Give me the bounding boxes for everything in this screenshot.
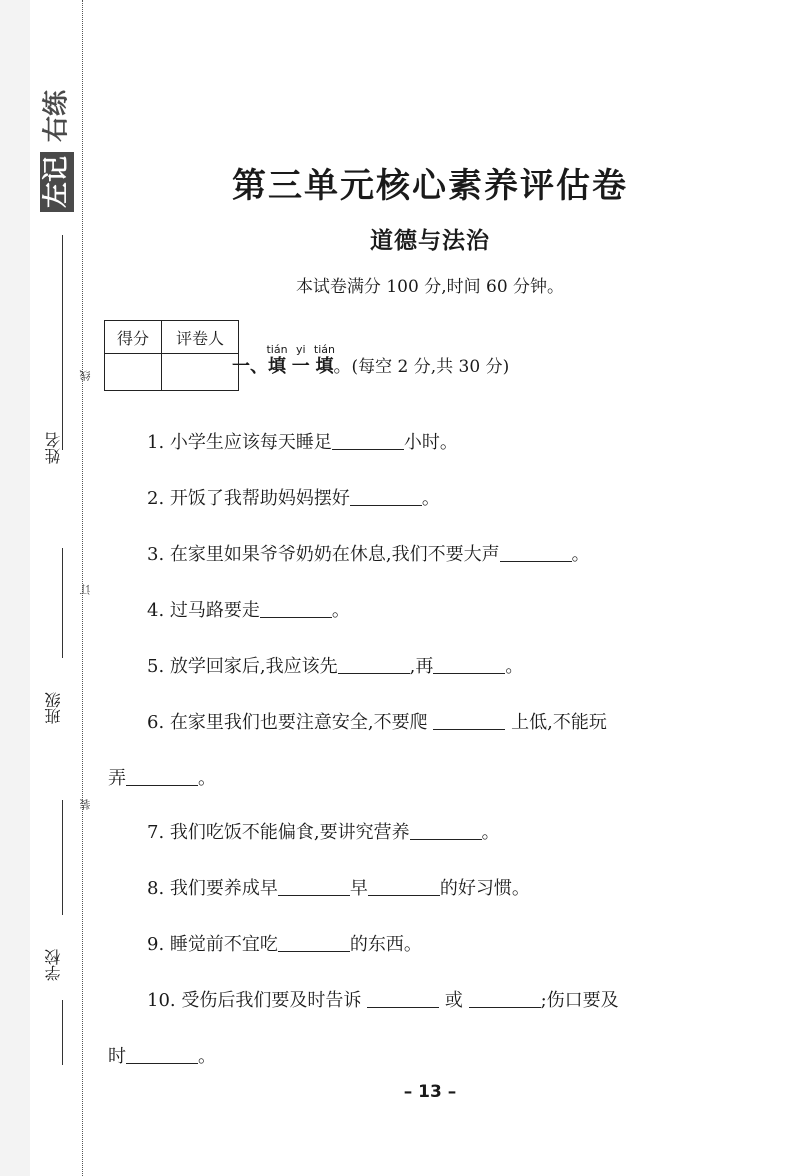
question-6-cont: 弄 。 — [108, 768, 216, 789]
question-7: 7. 我们吃饭不能偏食,要讲究营养 。 — [147, 822, 500, 843]
answer-blank[interactable] — [368, 877, 440, 896]
answer-blank[interactable] — [278, 877, 350, 896]
cut-mark-pack: 装 — [79, 799, 92, 811]
section-heading — [232, 344, 509, 378]
answer-blank[interactable] — [332, 431, 404, 450]
page-title: 第三单元核心素养评估卷 — [232, 166, 628, 206]
exam-info: 本试卷满分 100 分,时间 60 分钟。 — [295, 277, 565, 297]
margin-line-bottom — [62, 1000, 63, 1065]
answer-blank[interactable] — [500, 543, 572, 562]
question-4: 4. 过马路要走 。 — [147, 600, 350, 621]
logo-left-text: 左记 — [41, 155, 72, 209]
answer-blank[interactable] — [278, 933, 350, 952]
name-label: 姓名 — [44, 432, 63, 464]
answer-blank[interactable] — [433, 711, 505, 730]
answer-blank[interactable] — [126, 1045, 198, 1064]
answer-blank[interactable] — [126, 767, 198, 786]
section-end: 。 — [333, 356, 352, 377]
question-1: 1. 小学生应该每天睡足 小时。 — [147, 432, 458, 453]
page-subtitle: 道德与法治 — [370, 228, 490, 254]
score-cell[interactable] — [105, 354, 162, 391]
page-number: – 13 – — [403, 1082, 457, 1102]
score-label: 得分 — [105, 321, 162, 354]
section-number: 一、 — [232, 356, 268, 377]
section-note: (每空 2 分,共 30 分) — [351, 357, 510, 377]
answer-blank[interactable] — [433, 655, 505, 674]
answer-blank[interactable] — [410, 821, 482, 840]
school-line — [62, 800, 63, 915]
cut-mark-line: 线 — [79, 370, 92, 382]
brand-logo — [40, 80, 80, 215]
question-2: 2. 开饭了我帮助妈妈摆好 。 — [147, 488, 440, 509]
question-3: 3. 在家里如果爷爷奶奶在休息,我们不要大声 。 — [147, 544, 590, 565]
grader-cell[interactable] — [162, 354, 239, 391]
margin-strip — [0, 0, 30, 1176]
question-10-cont: 时 。 — [108, 1046, 216, 1067]
answer-blank[interactable] — [367, 989, 439, 1008]
score-table — [104, 320, 239, 391]
answer-blank[interactable] — [260, 599, 332, 618]
cut-mark-bind: 订 — [79, 584, 92, 596]
question-6: 6. 在家里我们也要注意安全,不要爬 上低,不能玩 — [147, 712, 607, 733]
logo-right-text: 右练 — [41, 89, 72, 143]
class-label: 班级 — [44, 692, 63, 724]
answer-blank[interactable] — [469, 989, 541, 1008]
ruby-yi: 一yi — [291, 343, 310, 377]
question-10: 10. 受伤后我们要及时告诉 或 ;伤口要及 — [147, 990, 619, 1011]
answer-blank[interactable] — [350, 487, 422, 506]
question-5: 5. 放学回家后,我应该先 ,再 。 — [147, 656, 524, 677]
school-label: 学校 — [44, 949, 63, 981]
question-8: 8. 我们要养成早 早 的好习惯。 — [147, 878, 530, 899]
class-line — [62, 548, 63, 658]
grader-label: 评卷人 — [162, 321, 239, 354]
question-9: 9. 睡觉前不宜吃 的东西。 — [147, 934, 422, 955]
ruby-tian-2: 填tián — [313, 343, 336, 377]
ruby-tian-1: 填tián — [266, 343, 288, 377]
answer-blank[interactable] — [338, 655, 410, 674]
